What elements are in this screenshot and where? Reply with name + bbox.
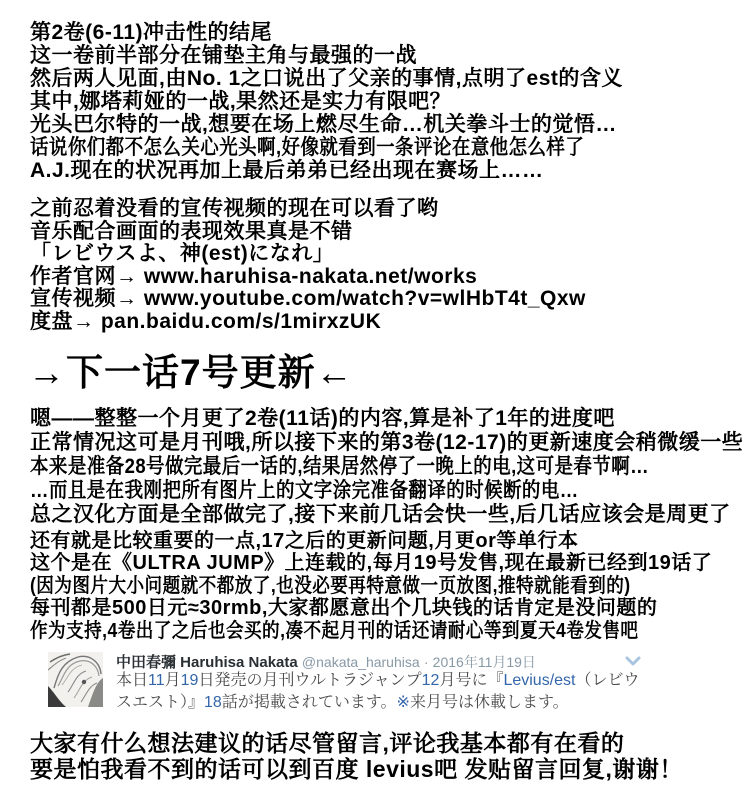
- volume-review-paragraph: [30, 21, 660, 182]
- tweet-text: 月号に『: [439, 672, 504, 689]
- tweet-text: 本日: [116, 672, 149, 689]
- tweet-avatar[interactable]: [48, 652, 103, 707]
- tweet-body-line-1: [116, 670, 640, 692]
- tweet-text: 12: [421, 672, 440, 689]
- text-line: 每刊都是500日元≈30rmb,大家都愿意出个几块钱的话肯定是没问题的: [30, 597, 658, 620]
- tweet-text: 来月号は休載します。: [409, 694, 569, 711]
- text-line: (因为图片大小问题就不都放了,也没必要再特意做一页放图,推特就能看到的): [30, 574, 631, 597]
- tweet-date[interactable]: 2016年11月19日: [432, 654, 536, 670]
- next-update-heading: →下一话7号更新←: [28, 352, 354, 393]
- text-line: 本来是准备28号做完最后一话的,结果居然停了一晚上的电,这可是春节啊…: [30, 455, 650, 478]
- tweet-text: 話が掲載されています。: [221, 694, 397, 711]
- tweet-text: （レビウ: [575, 672, 640, 689]
- text-line: 第2卷(6-11)冲击性的结尾: [30, 21, 273, 44]
- text-line: 话说你们都不怎么关心光头啊,好像就看到一条评论在意他怎么样了: [30, 136, 585, 159]
- tweet-title-link[interactable]: Levius/est: [503, 672, 576, 689]
- text-line: 总之汉化方面是全部做完了,接下来前几话会快一些,后几话应该会是周更了: [30, 503, 731, 526]
- progress-notes-paragraph: [30, 407, 743, 527]
- tweet-header: [116, 651, 536, 672]
- text-line: 嗯——整整一个月更了2卷(11话)的内容,算是补了1年的进度吧: [30, 407, 615, 430]
- tweet-text: ※: [396, 694, 410, 711]
- text-line: 还有就是比较重要的一点,17之后的更新问题,月更or等单行本: [30, 530, 579, 552]
- tweet-text: 11: [148, 672, 165, 689]
- tweet-text: スエスト）』: [116, 694, 205, 711]
- text-line: 要是怕我看不到的话可以到百度 levius吧 发贴留言回复,谢谢！: [30, 756, 683, 782]
- pv-links-paragraph: [30, 198, 586, 333]
- baidu-pan-link: 度盘→ pan.baidu.com/s/1mirxzUK: [30, 309, 382, 333]
- tweet-handle[interactable]: @nakata_haruhisa: [301, 654, 420, 670]
- text-line: 音乐配合画面的表现效果真是不错: [30, 219, 353, 243]
- text-line: 然后两人见面,由No. 1之口说出了父亲的事情,点明了est的含义: [30, 67, 623, 90]
- manga-portrait-avatar-image: [48, 652, 103, 707]
- serialization-notes-paragraph: [30, 530, 721, 642]
- author-site-link: 作者官网→ www.haruhisa-nakata.net/works: [30, 264, 478, 288]
- text-line: 大家有什么想法建议的话尽管留言,评论我基本都有在看的: [30, 730, 625, 756]
- text-line: 光头巴尔特的一战,想要在场上燃尽生命…机关拳斗士的觉悟…: [30, 113, 617, 136]
- tweet-text: 19: [180, 672, 199, 689]
- closing-paragraph: [30, 730, 683, 782]
- tweet-text: 月: [164, 672, 181, 689]
- text-line: …而且是在我刚把所有图片上的文字涂完准备翻译的时候断的电…: [30, 479, 579, 502]
- pv-video-link: 宣传视频→ www.youtube.com/watch?v=wlHbT4t_Qxw: [30, 287, 586, 310]
- pv-title-japanese: 「レビウスよ、神(est)になれ」: [30, 242, 335, 265]
- text-line: 作为支持,4卷出了之后也会买的,凑不起月刊的话还请耐心等到夏天4卷发售吧: [30, 619, 639, 642]
- chevron-down-icon[interactable]: [624, 654, 642, 666]
- tweet-display-name[interactable]: 中田春彌 Haruhisa Nakata: [116, 654, 298, 671]
- tweet-separator: ·: [423, 654, 429, 670]
- text-line: 之前忍着没看的宣传视频的现在可以看了哟: [30, 197, 439, 220]
- tweet-body-line-2: [116, 692, 569, 714]
- text-line: 其中,娜塔莉娅的一战,果然还是实力有限吧？: [30, 90, 452, 113]
- text-line: 这一卷前半部分在铺垫主角与最强的一战: [30, 44, 417, 67]
- text-line: 这个是在《ULTRA JUMP》上连载的,每月19号发售,现在最新已经到19话了: [30, 552, 713, 575]
- tweet-embed: [46, 648, 662, 726]
- text-line: 正常情况这可是月刊哦,所以接下来的第3卷(12-17)的更新速度会稍微缓一些: [30, 431, 744, 454]
- tweet-text: 日発売の月刊ウルトラジャンプ: [198, 672, 422, 689]
- text-line: A.J.现在的状况再加上最后弟弟已经出现在赛场上……: [30, 159, 544, 182]
- tweet-text: 18: [204, 694, 222, 711]
